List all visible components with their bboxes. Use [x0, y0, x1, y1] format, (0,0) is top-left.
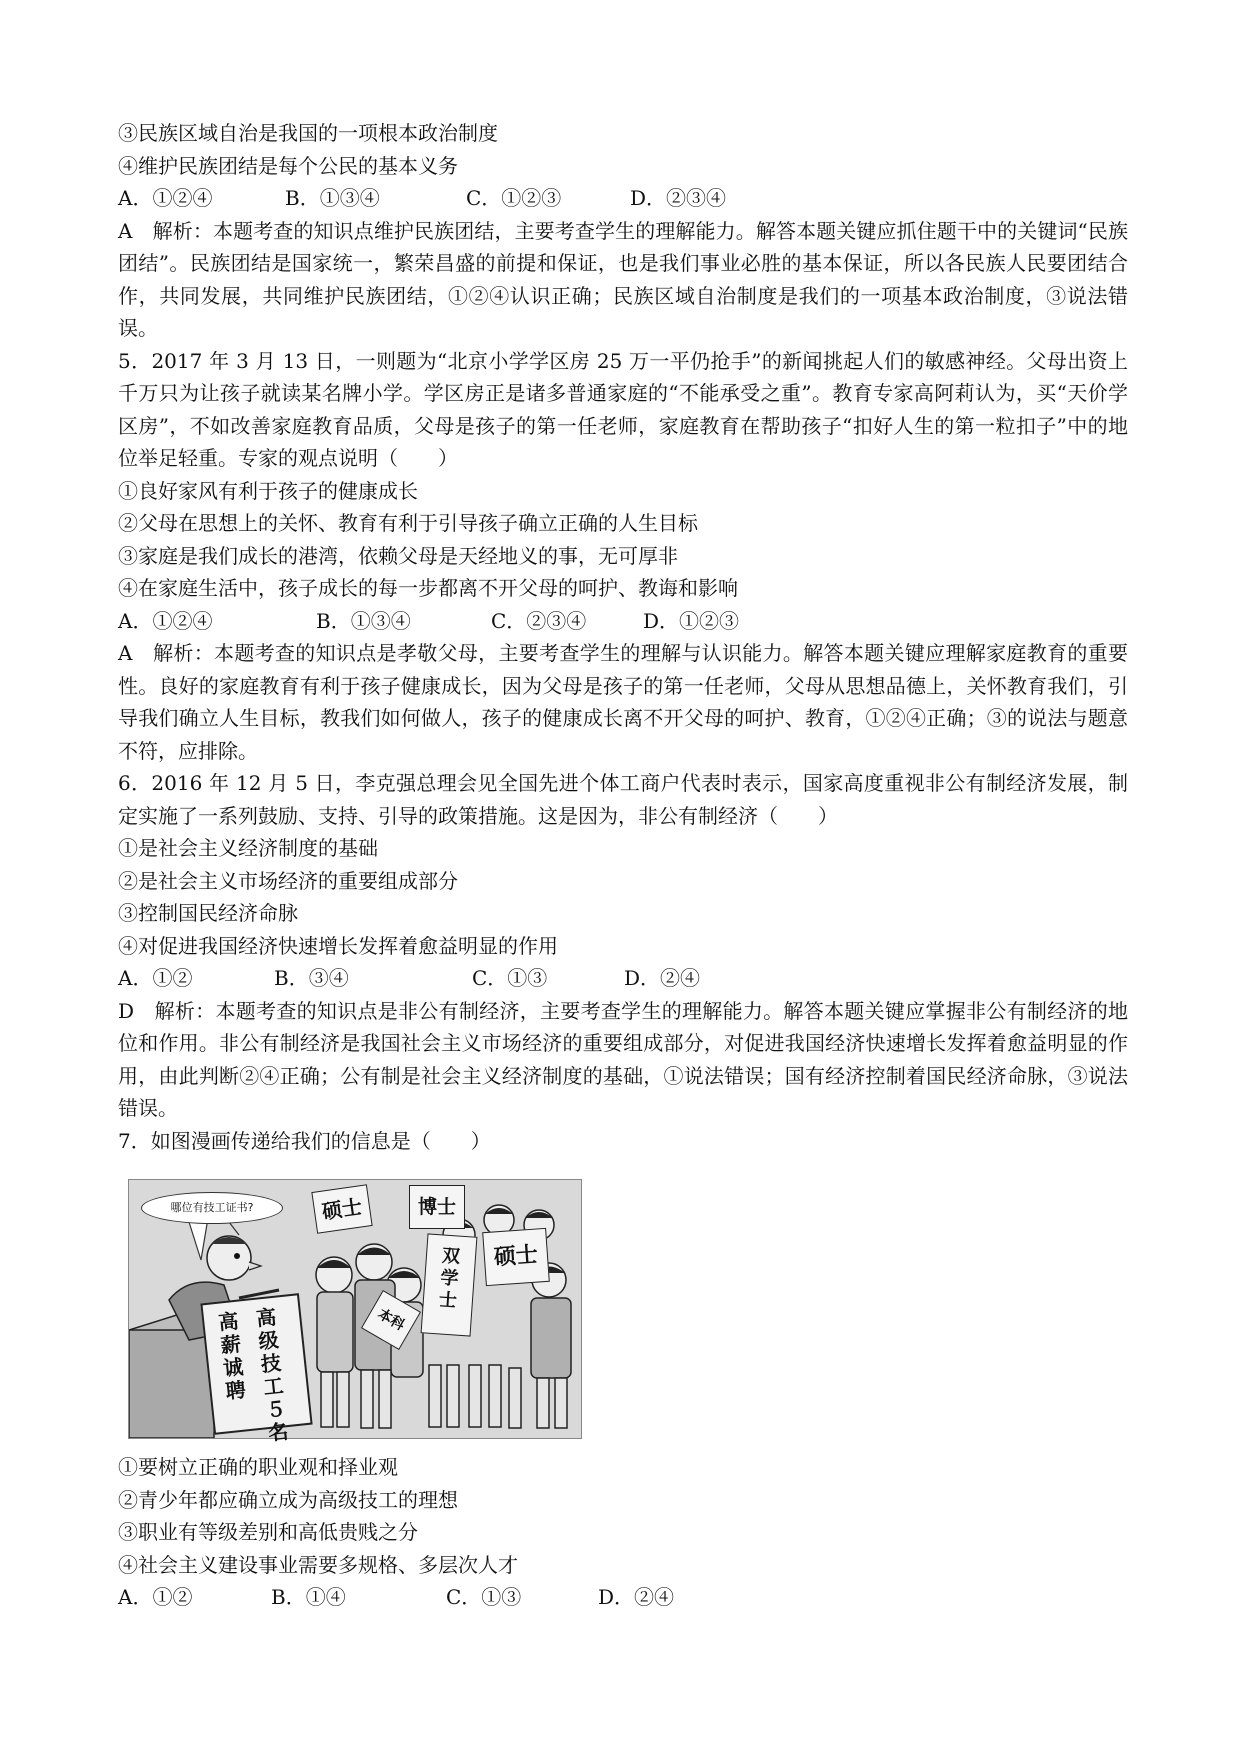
recruitment-board	[200, 1293, 312, 1446]
q7-cartoon	[128, 1179, 582, 1446]
q6-statement-2: ②是社会主义市场经济的重要组成部分	[118, 868, 458, 893]
q5-statement-1: ①良好家风有利于孩子的健康成长	[118, 478, 418, 503]
q6-statement-4: ④对促进我国经济快速增长发挥着愈益明显的作用	[118, 933, 558, 958]
q7-option-b: B．①④	[271, 1585, 346, 1609]
q4-option-b: B．①③④	[285, 186, 380, 210]
q7-option-d: D．②④	[598, 1585, 675, 1609]
q6-analysis: D 解析：本题考查的知识点是非公有制经济，主要考查学生的理解能力。解答本题关键应掌握非公有制经济的地位和作用。非公有制经济是我国社会主义市场经济的重要组成部分，对促进我国经济快速增长发挥着愈益明显的作用，由此判断②④正确；公有制是社会主义经济制度的基础，①说法错误；国有经济控制着国民经济命脉，③说法错误。	[118, 998, 1128, 1120]
q6-statement-1: ①是社会主义经济制度的基础	[118, 836, 378, 860]
q4-statement-3: ③民族区域自治是我国的一项根本政治制度	[118, 121, 498, 145]
q6-option-a: A．①②	[118, 966, 193, 990]
q4-analysis: A 解析：本题考查的知识点维护民族团结，主要考查学生的理解能力。解答本题关键应抓住题干中的关键词“民族团结”。民族团结是国家统一，繁荣昌盛的前提和保证，也是我们事业必胜的基本保证，所以各民族人民要团结合作，共同发展，共同维护民族团结，①②④认识正确；民族区域自治制度是我们的一项基本政治制度，③说法错误。	[118, 218, 1128, 340]
q5-statement-4: ④在家庭生活中，孩子成长的每一步都离不开父母的呵护、教诲和影响	[118, 576, 738, 600]
sign-shuoshi-1: 硕士	[311, 1184, 372, 1233]
q7-statement-3: ③职业有等级差别和高低贵贱之分	[118, 1520, 418, 1544]
sign-benke: 本科	[361, 1290, 421, 1350]
sign-boshi: 博士	[409, 1185, 465, 1229]
q7-statement-4: ④社会主义建设事业需要多规格、多层次人才	[118, 1552, 518, 1577]
q5-option-a: A．①②④	[118, 608, 213, 633]
q7-statement-1: ①要树立正确的职业观和择业观	[118, 1455, 398, 1479]
q5-analysis: A 解析：本题考查的知识点是孝敬父母，主要考查学生的理解与认识能力。解答本题关键应理解家庭教育的重要性。良好的家庭教育有利于孩子健康成长，因为父母是孩子的第一任老师，父母从思想品德上，关怀教育我们，引导我们确立人生目标，教我们如何做人，孩子的健康成长离不开父母的呵护、教育，①②④正确；③的说法与题意不符，应排除。	[118, 641, 1128, 763]
q6-option-d: D．②④	[624, 966, 701, 990]
page-content	[118, 117, 1128, 1614]
q4-option-c: C．①②③	[466, 186, 562, 210]
q7-option-a: A．①②	[118, 1585, 193, 1609]
q5-option-d: D．①②③	[643, 608, 740, 633]
sign-shuoshi-2: 硕士	[482, 1228, 550, 1286]
q4-option-d: D．②③④	[630, 186, 727, 210]
q6-option-c: C．①③	[472, 966, 548, 990]
q4-options	[118, 182, 1128, 215]
q7-stem: 7．如图漫画传递给我们的信息是（ ）	[118, 1128, 491, 1153]
q5-statement-2: ②父母在思想上的关怀、教育有利于引导孩子确立正确的人生目标	[118, 511, 698, 535]
q6-options	[118, 962, 1128, 995]
board-text-col2: 高级技工５名	[255, 1304, 290, 1446]
q7-options	[118, 1581, 1128, 1614]
q5-option-b: B．①③④	[316, 608, 411, 633]
board-text-col1: 高薪诚聘	[217, 1308, 247, 1404]
q7-statement-2: ②青少年都应确立成为高级技工的理想	[118, 1487, 458, 1512]
q5-option-c: C．②③④	[491, 608, 587, 633]
q6-statement-3: ③控制国民经济命脉	[118, 901, 298, 925]
q5-options	[118, 605, 1128, 638]
sign-shuangxueshi-text: 双学士	[438, 1245, 461, 1312]
q4-statement-4: ④维护民族团结是每个公民的基本义务	[118, 153, 458, 178]
q5-statement-3: ③家庭是我们成长的港湾，依赖父母是天经地义的事，无可厚非	[118, 543, 678, 568]
q6-option-b: B．③④	[274, 966, 349, 990]
q5-stem: 5．2017 年 3 月 13 日，一则题为“北京小学学区房 25 万一平仍抢手”的新闻挑起人们的敏感神经。父母出资上千万只为让孩子就读某名牌小学。学区房正是诸多普通家庭的“不能承受之重”。教育专家高阿莉认为，买“天价学区房”，不如改善家庭教育品质，父母是孩子的第一任老师，家庭教育在帮助孩子“扣好人生的第一粒扣子”中的地位举足轻重。专家的观点说明（ ）	[118, 348, 1128, 470]
q7-option-c: C．①③	[446, 1585, 522, 1609]
speech-bubble: 哪位有技工证书?	[141, 1192, 283, 1224]
sign-shuangxueshi	[421, 1233, 478, 1336]
q4-option-a: A．①②④	[118, 186, 213, 210]
q6-stem: 6．2016 年 12 月 5 日，李克强总理会见全国先进个体工商户代表时表示，国家高度重视非公有制经济发展，制定实施了一系列鼓励、支持、引导的政策措施。这是因为，非公有制经济（ ）	[118, 771, 1128, 828]
